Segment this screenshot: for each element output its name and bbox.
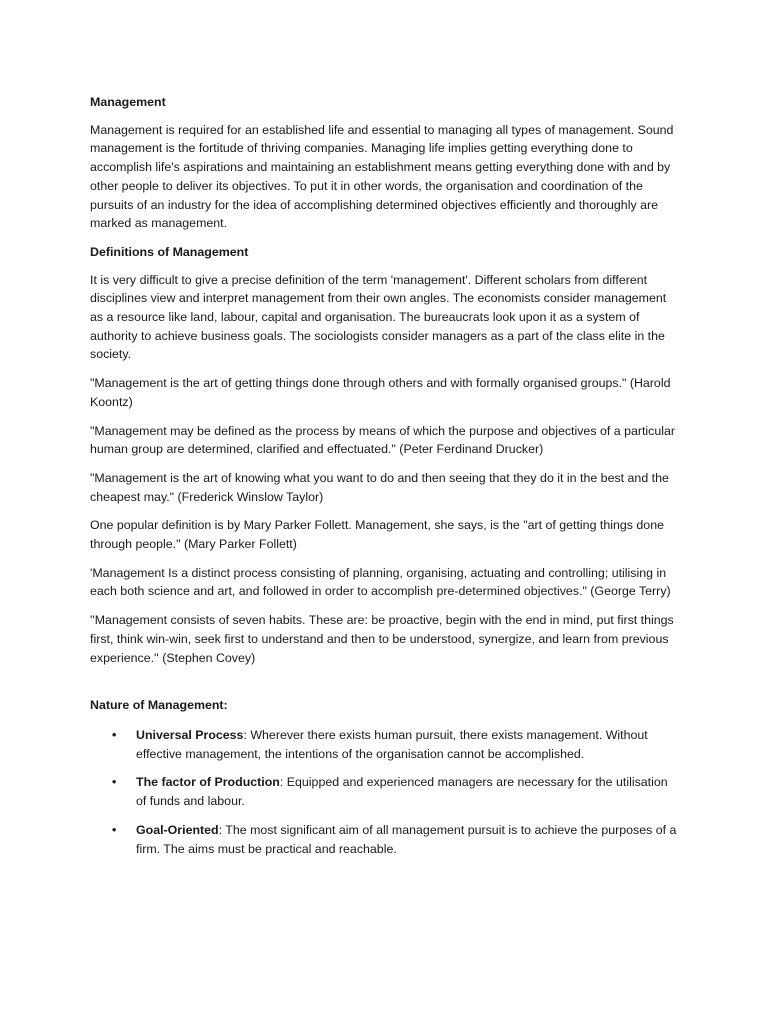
section-heading-management: Management [90,95,166,109]
management-intro-paragraph: Management is required for an established life and essential to managing all types of management. Sound management is the fortitude of thriving companies. Managing life implies getting everything done to accomplish life's aspirations and maintaining an establishment means getting everything done with and by other people to deliver its objectives. To put it in other words, the organisation and coordination of the pursuits of an industry for the idea of accomplishing determined objectives efficiently and thoroughly are marked as management. [90,122,674,231]
list-item-text: : The most significant aim of all management pursuit is to achieve the purposes of a firm. The aims must be practical and reachable. [136,822,677,856]
definition-quote-taylor: "Management is the art of knowing what you want to do and then seeing that they do it in the best and the cheapest may." (Frederick Winslow Taylor) [90,470,669,504]
section-heading-nature: Nature of Management: [90,698,228,713]
nature-list [90,726,680,858]
bullet-icon: • [112,775,117,790]
document-page [90,93,680,868]
definition-quote-koontz: "Management is the art of getting things done through others and with formally organised groups." (Harold Koontz) [90,376,671,409]
definition-quote-covey: ''Management consists of seven habits. These are: be proactive, begin with the end in mind, put first things first, think win-win, seek first to understand and then to be understood, synergize, and learn from previous experience.'' (Stephen Covey) [90,613,674,665]
section-spacer [90,677,680,696]
section-heading-definitions: Definitions of Management [90,244,249,259]
list-item-text: : Equipped and experienced managers are necessary for the utilisation of funds and labour. [136,775,668,809]
definition-quote-terry: 'Management Is a distinct process consisting of planning, organising, actuating and controlling; utilising in each both science and art, and followed in order to accomplish pre-determined objectives." (George Terry) [90,565,671,599]
list-item [90,726,680,763]
bullet-icon: • [112,727,117,742]
definition-quote-drucker: "Management may be defined as the process by means of which the purpose and objectives of a particular human group are determined, clarified and effectuated." (Peter Ferdinand Drucker) [90,423,676,457]
list-item-term: Universal Process [136,727,244,742]
bullet-icon: • [112,822,117,837]
definitions-intro-paragraph: It is very difficult to give a precise definition of the term 'management'. Different scholars from different disciplines view and interpret management from their own angles. The economists consider management as a resource like land, labour, capital and organisation. The bureaucrats look upon it as a system of authority to achieve business goals. The sociologists consider managers as a part of the class elite in the society. [90,272,667,362]
list-item [90,773,680,810]
list-item [90,821,680,858]
definition-quote-follett: One popular definition is by Mary Parker Follett. Management, she says, is the "art of getting things done through people." (Mary Parker Follett) [90,518,664,552]
list-item-term: The factor of Production [136,775,280,790]
list-item-term: Goal-Oriented [136,822,219,837]
list-item-text: : Wherever there exists human pursuit, there exists management. Without effective management, the intentions of the organisation cannot be accomplished. [136,727,648,761]
